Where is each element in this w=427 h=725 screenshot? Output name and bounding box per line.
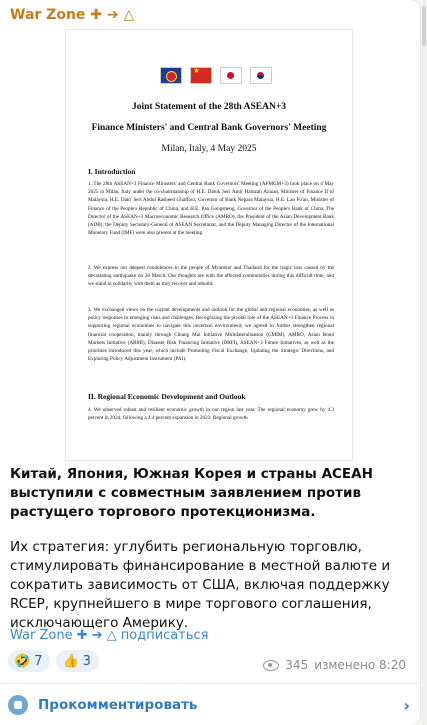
scrollbar-thumb[interactable]	[422, 6, 426, 46]
post-image[interactable]	[66, 30, 352, 460]
reaction-count: 7	[34, 653, 43, 669]
document-title-line2: Finance Ministers' and Central Bank Governors' Meeting	[91, 123, 327, 133]
flags-row	[160, 67, 272, 87]
japan-flag-icon	[220, 67, 242, 84]
document-title-line1: Joint Statement of the 28th ASEAN+3	[132, 102, 286, 112]
view-count: 345	[285, 658, 309, 672]
channel-name[interactable]: War Zone ✚ ➔ △	[10, 7, 135, 23]
post-heading: Китай, Япония, Южная Корея и страны АСЕАН выступили с совместным заявлением против растущего торгового протекционизма.	[10, 466, 373, 520]
post-signature	[10, 628, 208, 643]
signature-channel-link[interactable]: War Zone ✚ ➔ △	[10, 628, 117, 643]
reaction-count: 3	[82, 653, 91, 669]
chevron-right-icon: ›	[403, 696, 410, 715]
comment-label: Прокомментировать	[38, 696, 198, 713]
reaction-laugh[interactable]	[8, 650, 50, 672]
comment-button[interactable]	[0, 684, 420, 725]
asean-flag-icon	[160, 67, 182, 84]
document-paragraph: 2. We express our deepest condolences to the people of Myanmar and Thailand for the tragic loss caused by the devastating earthquake on 28 March. Our thoughts are with the affected communities during this difficult time, and we stand in solidarity with them as they recover and rebuild.	[88, 265, 334, 288]
comment-icon	[8, 695, 28, 715]
scrollbar-track[interactable]	[422, 0, 426, 725]
china-flag-icon	[190, 67, 212, 84]
document-paragraph: 3. We exchanged views on the current developments and outlook for the global and regional economies, as well as policy responses to emerging risks and challenges. Recognizing the pivotal role of the ASEAN+3 Finance Process in supporting regional economies to navigate this uncertain environment, we agreed to further strengthen regional financial cooperation, mainly through Chiang Mai Initiative Multilateralisation (CMIM), AMRO, Asian Bond Markets Initiative (ABMI), Disaster Risk Financing Initiative (DRFI), ASEAN+3 Future Initiatives, as well as the priorities introduced this year, which include Promoting Fiscal Exchange, Updating the Strategic Directions, and Exploring Policy Adjustment Instrument (PAI).	[88, 307, 334, 363]
thumbs-up-emoji-icon: 👍	[62, 653, 79, 669]
korea-flag-icon	[250, 67, 272, 84]
reactions-bar	[8, 650, 99, 672]
reaction-thumbs-up[interactable]	[56, 650, 98, 672]
document-paragraph: 1. The 28th ASEAN+3 Finance Ministers' and Central Bank Governors' Meeting (AFMGM+3) took place on 4 May 2025 in Milan, Italy under the co-chairmanship of H.E. Datuk Seri Amir Hamzah Azizan, Minister of Finance II of Malaysia, H.E. Dato' Seri Abdul Rasheed Ghaffour, Governor of Bank Negara Malaysia, H.E. Lan Fo'an, Minister of Finance of the People's Republic of China, and H.E. Pan Gongsheng, Governor of the People's Bank of China. The Director of the ASEAN+3 Macroeconomic Research Office (AMRO), the President of the Asian Development Bank (ADB), the Deputy Secretary-General of ASEAN Secretariat, and the Deputy Managing Director of the International Monetary Fund (IMF) were also present at the meeting.	[88, 181, 334, 237]
document-section-heading: II. Regional Economic Development and Outlook	[88, 392, 246, 401]
post-meta	[263, 658, 406, 672]
post-body: Их стратегия: углубить региональную торговлю, стимулировать финансирование в местной валюте и сократить зависимость от США, включая поддержку RCEP, крупнейшего в мире торгового соглашения, исключающего Америку.	[10, 539, 391, 631]
document-paragraph: 4. We observed robust and resilient economic growth in our region last year. The regional economy grew by 4.3 percent in 2024, following a 4.4 percent expansion in 2023. Regional growth	[88, 407, 334, 422]
edited-timestamp: изменено 8:20	[314, 658, 406, 672]
eye-icon	[263, 660, 279, 671]
subscribe-link[interactable]: подписаться	[120, 628, 209, 643]
document-section-heading: I. Introduction	[88, 167, 136, 176]
laugh-emoji-icon: 🤣	[14, 653, 31, 669]
document-place-date: Milan, Italy, 4 May 2025	[161, 144, 257, 154]
